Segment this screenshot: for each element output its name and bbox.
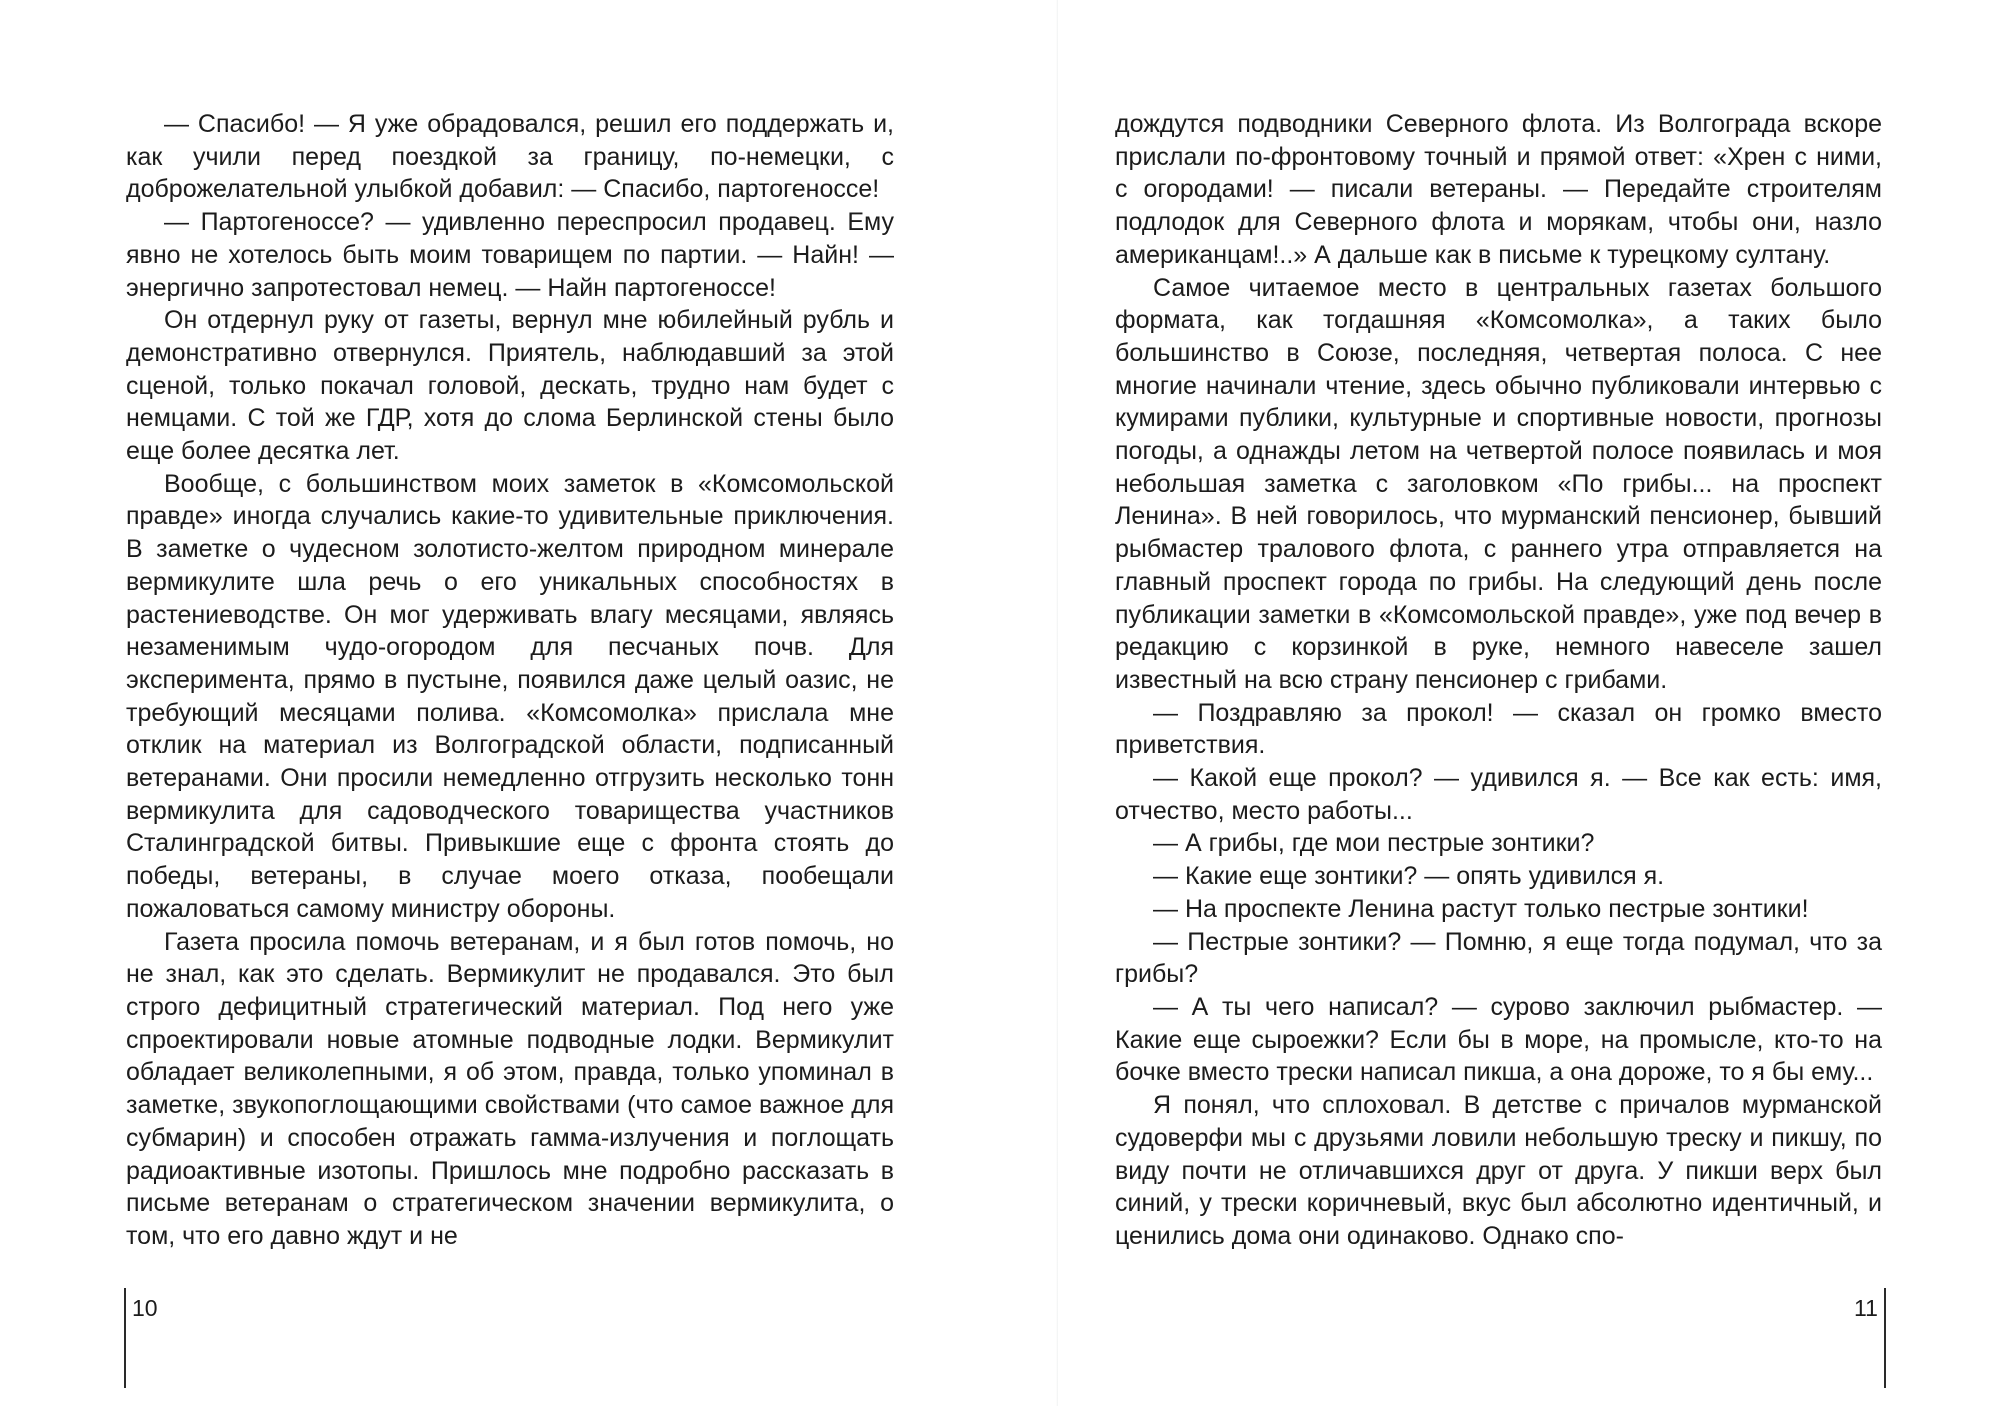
paragraph: — Партогеноссе? — удивленно переспросил продавец. Ему явно не хотелось быть моим товарищем по партии. — Найн! — энергично запротестовал немец. — Найн партогеноссе! (126, 208, 894, 302)
paragraph: — Какие еще зонтики? — опять удивился я. (1153, 862, 1665, 891)
paragraph: — А ты чего написал? — сурово заключил рыбмастер. — Какие еще сыроежки? Если бы в море, на промысле, кто-то на бочке вместо трески написал пикша, а она дороже, то я бы ему... (1115, 992, 1882, 1087)
paragraph: Я понял, что сплоховал. В детстве с причалов мурманской судоверфи мы с друзьями ловили небольшую треску и пикшу, по виду почти не отличавшихся друг от друга. У пикши верх был синий, у трески коричневый, вкус был абсолютно идентичный, и ценились дома они одинаково. Однако спо- (1115, 1091, 1882, 1250)
paragraph: — Поздравляю за прокол! — сказал он громко вместо приветствия. (1115, 698, 1882, 760)
paragraph: Самое читаемое место в центральных газетах большого формата, как тогдашняя «Комсомолка», а таких было большинство в Союзе, последняя, четвертая полоса. С нее многие начинали чтение, здесь обычно публиковали интервью с кумирами публики, культурные и спортивные новости, прогнозы погоды, а однажды летом на четвертой полосе появилась и моя небольшая заметка с заголовком «По грибы... на проспект Ленина». В ней говорилось, что мурманский пенсионер, бывший рыбмастер тралового флота, с раннего утра отправляется на главный проспект города по грибы. На следующий день после публикации заметки в «Комсомольской правде», уже под вечер в редакцию с корзинкой в руке, немного навеселе зашел известный на всю страну пенсионер с грибами. (1115, 273, 1882, 694)
paragraph: — Пестрые зонтики? — Помню, я еще тогда подумал, что за грибы? (1115, 927, 1882, 989)
page-number-rule (1884, 1288, 1886, 1388)
paragraph: Он отдернул руку от газеты, вернул мне юбилейный рубль и демонстративно отвернулся. Приятель, наблюдавший за этой сценой, только покачал головой, дескать, трудно нам будет с немцами. С той же ГДР, хотя до слома Берлинской стены было еще более десятка лет. (126, 306, 894, 466)
paragraph: — А грибы, где мои пестрые зонтики? (1153, 829, 1595, 858)
page-number-rule (124, 1288, 126, 1388)
scan-margin-strip (0, 0, 26, 1406)
paragraph: — На проспекте Ленина растут только пестрые зонтики! (1153, 894, 1809, 923)
left-page-text (126, 108, 894, 1253)
page-number: 10 (132, 1295, 158, 1321)
paragraph: Газета просила помочь ветеранам, и я был готов помочь, но не знал, как это сделать. Вермикулит не продавался. Это был строго дефицитный стратегический материал. Под него уже спроектировали новые атомные подводные лодки. Вермикулит обладает великолепными, я об этом, правда, только упоминал в заметке, звукопоглощающими свойствами (что самое важное для субмарин) и способен отражать гамма-излучения и поглощать радиоактивные изотопы. Пришлось мне подробно рассказать в письме ветеранам о стратегическом значении вермикулита, о том, что его давно ждут и не (126, 927, 894, 1250)
paragraph: — Спасибо! — Я уже обрадовался, решил его поддержать и, как учили перед поездкой за границу, по-немецки, с доброжелательной улыбкой добавил: — Спасибо, партогеноссе! (126, 110, 894, 204)
paragraph: Вообще, с большинством моих заметок в «Комсомольской правде» иногда случались какие-то удивительные приключения. В заметке о чудесном золотисто-желтом природном минерале вермикулите шла речь о его уникальных способностях в растениеводстве. Он мог удерживать влагу месяцами, являясь незаменимым чудо-огородом для песчаных почв. Для эксперимента, прямо в пустыне, появился даже целый оазис, не требующий месяцами полива. «Комсомолка» прислала мне отклик на материал из Волгоградской области, подписанный ветеранами. Они просили немедленно отгрузить несколько тонн вермикулита для садоводческого товарищества участников Сталинградской битвы. Привыкшие еще с фронта стоять до победы, ветераны, в случае моего отказа, пообещали пожаловаться самому министру обороны. (126, 469, 894, 923)
paragraph-continued: дождутся подводники Северного флота. Из Волгограда вскоре прислали по-фронтовому точный и прямой ответ: «Хрен с ними, с огородами! — писали ветераны. — Передайте строителям подлодок для Северного флота и морякам, чтобы они, назло американцам!..» А дальше как в письме к турецкому султану. (1115, 110, 1882, 269)
paragraph: — Какой еще прокол? — удивился я. — Все как есть: имя, отчество, место работы... (1115, 764, 1882, 825)
page-number: 11 (1854, 1295, 1878, 1321)
left-page (26, 0, 1058, 1406)
right-page (1058, 0, 2000, 1406)
right-page-text (1115, 108, 1882, 1253)
